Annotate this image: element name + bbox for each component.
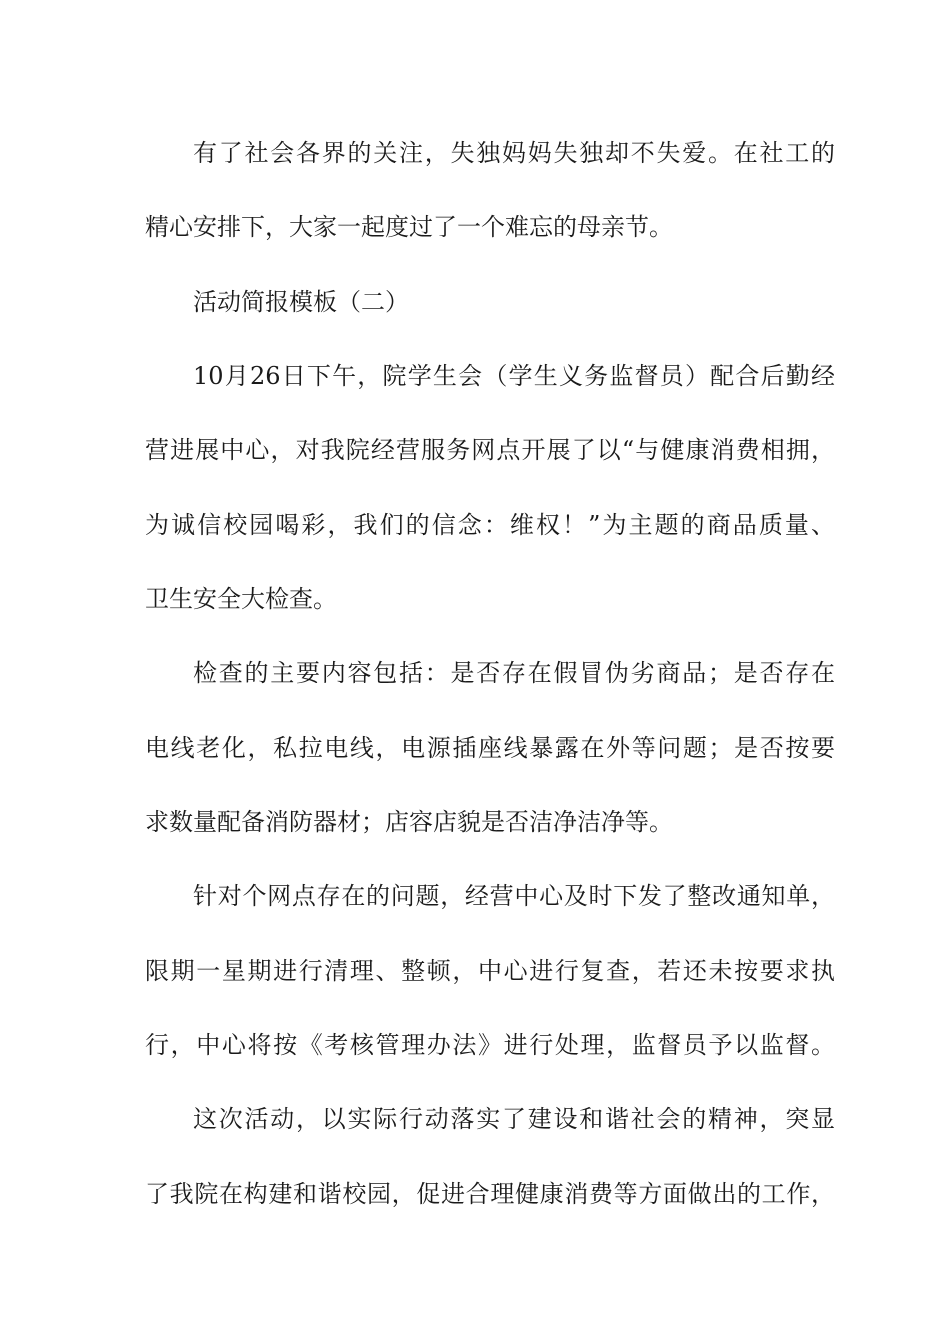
paragraph-3-line-1: 检查的主要内容包括：是否存在假冒伪劣商品；是否存在 bbox=[193, 659, 835, 687]
section-heading: 活动简报模板（二） bbox=[193, 288, 409, 316]
paragraph-2-line-4: 卫生安全大检查。 bbox=[145, 585, 337, 613]
paragraph-5-line-2: 了我院在构建和谐校园，促进合理健康消费等方面做出的工作， bbox=[145, 1180, 835, 1208]
paragraph-3-line-3: 求数量配备消防器材；店容店貌是否洁净洁净等。 bbox=[145, 808, 673, 836]
paragraph-3-line-2: 电线老化，私拉电线，电源插座线暴露在外等问题；是否按要 bbox=[145, 734, 835, 762]
paragraph-4-line-2: 限期一星期进行清理、整顿，中心进行复查，若还未按要求执 bbox=[145, 957, 835, 985]
paragraph-4-line-1: 针对个网点存在的问题，经营中心及时下发了整改通知单， bbox=[193, 882, 835, 910]
paragraph-2-line-1: 10月26日下午，院学生会（学生义务监督员）配合后勤经 bbox=[193, 362, 835, 390]
paragraph-5-line-1: 这次活动，以实际行动落实了建设和谐社会的精神，突显 bbox=[193, 1105, 835, 1133]
paragraph-2-line-3: 为诚信校园喝彩，我们的信念：维权！”为主题的商品质量、 bbox=[145, 511, 835, 539]
paragraph-2-line-2: 营进展中心，对我院经营服务网点开展了以“与健康消费相拥， bbox=[145, 436, 835, 464]
paragraph-4-line-3: 行，中心将按《考核管理办法》进行处理，监督员予以监督。 bbox=[145, 1031, 835, 1059]
paragraph-1-line-1: 有了社会各界的关注，失独妈妈失独却不失爱。在社工的 bbox=[193, 139, 835, 167]
paragraph-1-line-2: 精心安排下，大家一起度过了一个难忘的母亲节。 bbox=[145, 213, 673, 241]
